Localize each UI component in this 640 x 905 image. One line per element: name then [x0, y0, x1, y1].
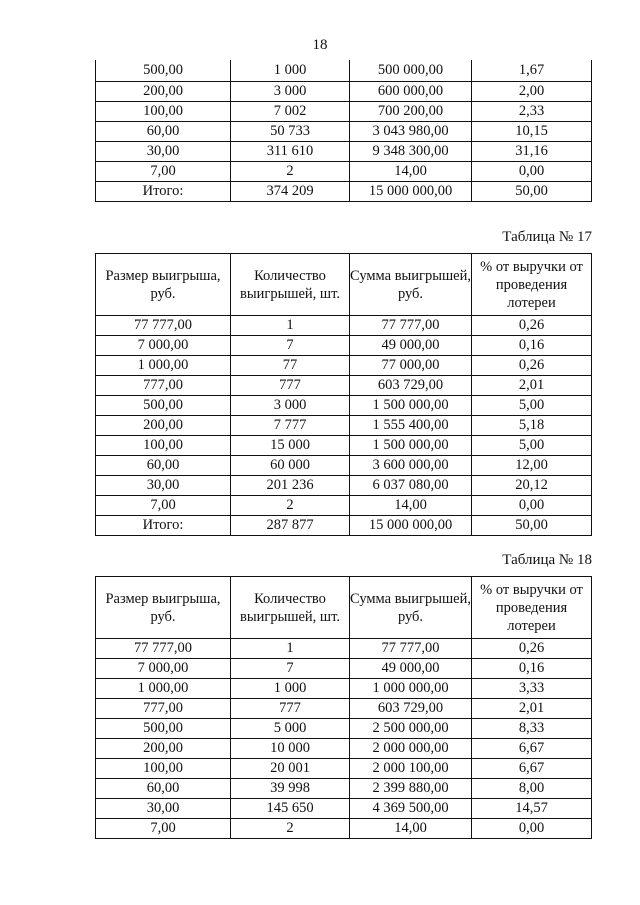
cell-revenue-percent: 5,18: [472, 416, 592, 436]
cell-revenue-percent: 2,01: [472, 376, 592, 396]
cell-prize-size: 500,00: [96, 396, 231, 416]
page-number: 18: [312, 37, 328, 53]
table-row: [96, 516, 592, 536]
cell-prize-count: 7 777: [231, 416, 350, 436]
cell-revenue-percent: 8,00: [472, 779, 592, 799]
cell-revenue-percent: 6,67: [472, 759, 592, 779]
cell-revenue-percent: 50,00: [472, 182, 592, 202]
cell-prize-size: 7 000,00: [96, 336, 231, 356]
cell-prize-size: 1 000,00: [96, 356, 231, 376]
cell-prize-count: 201 236: [231, 476, 350, 496]
cell-prize-sum: 603 729,00: [350, 376, 472, 396]
cell-revenue-percent: 0,26: [472, 639, 592, 659]
table-row: [96, 476, 592, 496]
cell-prize-size: 7,00: [96, 496, 231, 516]
cell-revenue-percent: 12,00: [472, 456, 592, 476]
cell-prize-count: 3 000: [231, 396, 350, 416]
cell-prize-size: 30,00: [96, 142, 231, 162]
cell-prize-count: 287 877: [231, 516, 350, 536]
header-row: [96, 254, 592, 316]
cell-prize-size: 200,00: [96, 739, 231, 759]
cell-prize-count: 2: [231, 496, 350, 516]
cell-prize-size: 100,00: [96, 102, 231, 122]
cell-prize-sum: 2 000 100,00: [350, 759, 472, 779]
table-18-caption: Таблица № 18: [502, 552, 592, 568]
table-body: [96, 316, 592, 536]
table-row: [96, 699, 592, 719]
cell-prize-count: 60 000: [231, 456, 350, 476]
cell-prize-sum: 1 000 000,00: [350, 679, 472, 699]
cell-prize-sum: 49 000,00: [350, 659, 472, 679]
cell-prize-size: Итого:: [96, 182, 231, 202]
cell-prize-count: 777: [231, 699, 350, 719]
cell-revenue-percent: 2,33: [472, 102, 592, 122]
cell-prize-sum: 14,00: [350, 162, 472, 182]
table-row: [96, 82, 592, 102]
cell-prize-size: 777,00: [96, 699, 231, 719]
prize-table-continued: [95, 60, 592, 202]
cell-prize-sum: 4 369 500,00: [350, 799, 472, 819]
cell-revenue-percent: 0,16: [472, 336, 592, 356]
header-revenue-percent: % от выручки от проведения лотереи: [472, 254, 592, 316]
cell-prize-sum: 14,00: [350, 496, 472, 516]
table-row: [96, 799, 592, 819]
cell-prize-count: 7: [231, 336, 350, 356]
cell-prize-sum: 1 500 000,00: [350, 396, 472, 416]
cell-revenue-percent: 50,00: [472, 516, 592, 536]
cell-prize-count: 777: [231, 376, 350, 396]
table-row: [96, 102, 592, 122]
cell-prize-size: 60,00: [96, 122, 231, 142]
cell-prize-sum: 49 000,00: [350, 336, 472, 356]
cell-prize-sum: 6 037 080,00: [350, 476, 472, 496]
cell-prize-count: 2: [231, 162, 350, 182]
table-header: [96, 577, 592, 639]
cell-prize-size: 200,00: [96, 82, 231, 102]
table-17-caption: Таблица № 17: [502, 229, 592, 245]
header-row: [96, 577, 592, 639]
cell-revenue-percent: 6,67: [472, 739, 592, 759]
header-prize-count: Количество выигрышей, шт.: [231, 254, 350, 316]
table-row: [96, 436, 592, 456]
table-row: [96, 162, 592, 182]
cell-revenue-percent: 2,00: [472, 82, 592, 102]
cell-prize-sum: 9 348 300,00: [350, 142, 472, 162]
header-prize-sum: Сумма выигрышей, руб.: [350, 254, 472, 316]
table-row: [96, 316, 592, 336]
header-prize-size: Размер выигрыша, руб.: [96, 577, 231, 639]
cell-revenue-percent: 8,33: [472, 719, 592, 739]
cell-prize-sum: 15 000 000,00: [350, 182, 472, 202]
cell-prize-count: 2: [231, 819, 350, 839]
table-row: [96, 142, 592, 162]
cell-prize-sum: 77 777,00: [350, 316, 472, 336]
cell-revenue-percent: 10,15: [472, 122, 592, 142]
cell-prize-sum: 500 000,00: [350, 60, 472, 82]
table-row: [96, 60, 592, 82]
table-row: [96, 719, 592, 739]
cell-prize-sum: 2 399 880,00: [350, 779, 472, 799]
cell-prize-count: 10 000: [231, 739, 350, 759]
cell-revenue-percent: 5,00: [472, 396, 592, 416]
cell-prize-size: 77 777,00: [96, 639, 231, 659]
cell-revenue-percent: 1,67: [472, 60, 592, 82]
cell-revenue-percent: 0,00: [472, 496, 592, 516]
cell-revenue-percent: 5,00: [472, 436, 592, 456]
table-row: [96, 336, 592, 356]
cell-prize-count: 374 209: [231, 182, 350, 202]
cell-prize-size: 30,00: [96, 799, 231, 819]
cell-prize-sum: 1 555 400,00: [350, 416, 472, 436]
cell-prize-count: 5 000: [231, 719, 350, 739]
cell-prize-size: Итого:: [96, 516, 231, 536]
cell-prize-size: 7,00: [96, 162, 231, 182]
table-row: [96, 456, 592, 476]
cell-prize-count: 3 000: [231, 82, 350, 102]
header-revenue-percent: % от выручки от проведения лотереи: [472, 577, 592, 639]
cell-prize-count: 1 000: [231, 60, 350, 82]
cell-prize-size: 77 777,00: [96, 316, 231, 336]
table-row: [96, 376, 592, 396]
table-row: [96, 759, 592, 779]
cell-prize-sum: 77 777,00: [350, 639, 472, 659]
cell-prize-size: 500,00: [96, 719, 231, 739]
table-row: [96, 779, 592, 799]
cell-prize-size: 500,00: [96, 60, 231, 82]
cell-prize-size: 7 000,00: [96, 659, 231, 679]
table-row: [96, 396, 592, 416]
cell-prize-count: 311 610: [231, 142, 350, 162]
table-row: [96, 679, 592, 699]
cell-prize-size: 200,00: [96, 416, 231, 436]
cell-prize-sum: 3 600 000,00: [350, 456, 472, 476]
cell-prize-count: 39 998: [231, 779, 350, 799]
prize-table-18: [95, 576, 592, 839]
cell-prize-size: 100,00: [96, 436, 231, 456]
cell-revenue-percent: 0,26: [472, 356, 592, 376]
cell-prize-count: 1: [231, 316, 350, 336]
cell-prize-count: 77: [231, 356, 350, 376]
table-row: [96, 739, 592, 759]
cell-prize-sum: 2 000 000,00: [350, 739, 472, 759]
cell-prize-size: 100,00: [96, 759, 231, 779]
cell-prize-count: 20 001: [231, 759, 350, 779]
table-row: [96, 416, 592, 436]
cell-revenue-percent: 0,00: [472, 162, 592, 182]
cell-prize-size: 7,00: [96, 819, 231, 839]
cell-prize-sum: 700 200,00: [350, 102, 472, 122]
table-row: [96, 819, 592, 839]
header-prize-count: Количество выигрышей, шт.: [231, 577, 350, 639]
cell-revenue-percent: 3,33: [472, 679, 592, 699]
cell-prize-count: 1: [231, 639, 350, 659]
cell-revenue-percent: 20,12: [472, 476, 592, 496]
table-row: [96, 182, 592, 202]
cell-prize-count: 7: [231, 659, 350, 679]
cell-prize-size: 1 000,00: [96, 679, 231, 699]
cell-revenue-percent: 0,00: [472, 819, 592, 839]
table-header: [96, 254, 592, 316]
cell-prize-sum: 3 043 980,00: [350, 122, 472, 142]
cell-revenue-percent: 31,16: [472, 142, 592, 162]
cell-prize-sum: 600 000,00: [350, 82, 472, 102]
cell-prize-size: 60,00: [96, 456, 231, 476]
cell-revenue-percent: 0,16: [472, 659, 592, 679]
header-prize-sum: Сумма выигрышей, руб.: [350, 577, 472, 639]
prize-table-17: [95, 253, 592, 536]
cell-prize-sum: 77 000,00: [350, 356, 472, 376]
table-row: [96, 659, 592, 679]
cell-prize-sum: 14,00: [350, 819, 472, 839]
cell-prize-sum: 1 500 000,00: [350, 436, 472, 456]
cell-prize-sum: 603 729,00: [350, 699, 472, 719]
cell-prize-count: 145 650: [231, 799, 350, 819]
table-row: [96, 639, 592, 659]
cell-prize-size: 30,00: [96, 476, 231, 496]
cell-revenue-percent: 14,57: [472, 799, 592, 819]
cell-prize-count: 1 000: [231, 679, 350, 699]
cell-prize-count: 50 733: [231, 122, 350, 142]
table-row: [96, 356, 592, 376]
cell-prize-count: 7 002: [231, 102, 350, 122]
header-prize-size: Размер выигрыша, руб.: [96, 254, 231, 316]
table-body: [96, 639, 592, 839]
cell-revenue-percent: 0,26: [472, 316, 592, 336]
cell-revenue-percent: 2,01: [472, 699, 592, 719]
cell-prize-sum: 2 500 000,00: [350, 719, 472, 739]
table-row: [96, 496, 592, 516]
table-body: [96, 60, 592, 202]
cell-prize-size: 777,00: [96, 376, 231, 396]
table-row: [96, 122, 592, 142]
cell-prize-size: 60,00: [96, 779, 231, 799]
cell-prize-count: 15 000: [231, 436, 350, 456]
cell-prize-sum: 15 000 000,00: [350, 516, 472, 536]
